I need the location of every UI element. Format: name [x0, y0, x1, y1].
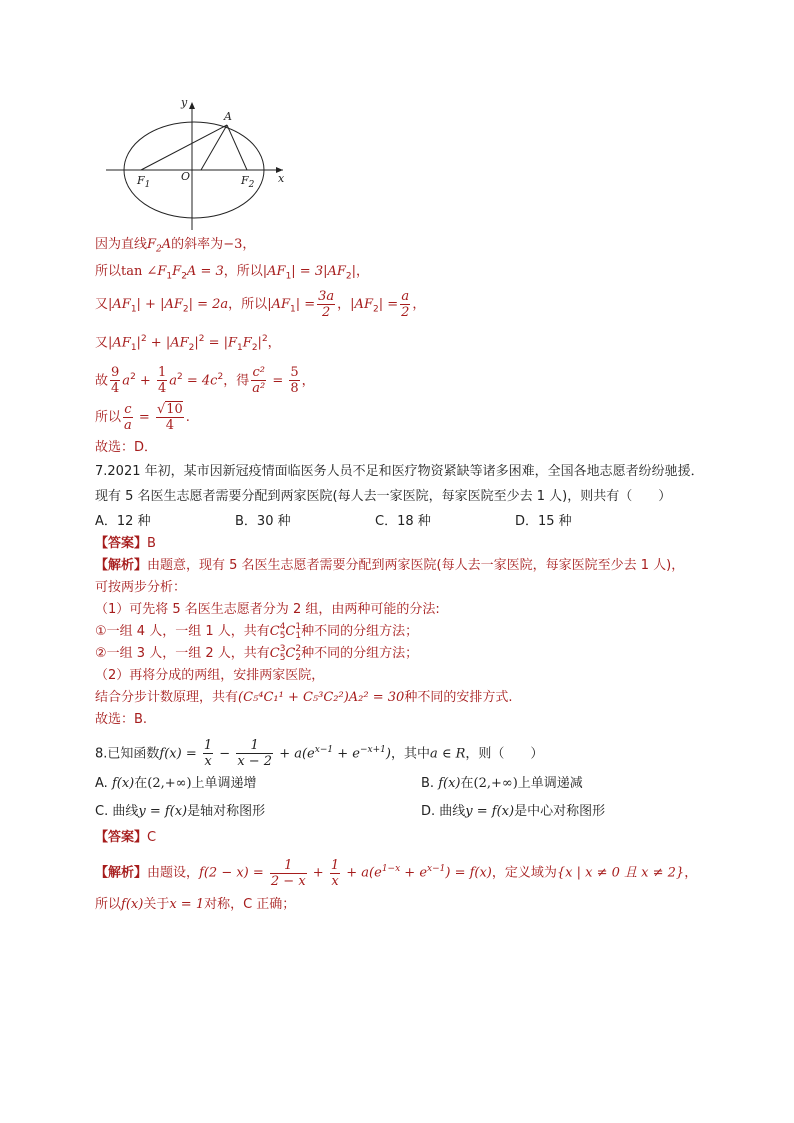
q8-analysis: 【解析】由题设，f(2 − x) = $\frac{1}{2 - x}$ + $\frac{1}{x}$ + $a(e^{1-x} + e^{x-1}) = f(x)$，定义域为{x | x ≠ 0 且 x ≠ 2}， — [95, 857, 698, 889]
q7-step-2: （2）再将分成的两组，安排两家医院， — [95, 668, 325, 684]
page-content — [95, 92, 735, 916]
q8-stem: 8.已知函数f(x) = $\frac{1}{x}$ − $\frac{1}{x - 2}$ + $a(e^{x-1} + e^{-x+1})$，其中a ∈ R，则（ ） — [95, 738, 544, 770]
q6-line-5: 故 $\frac{9}{4}$ $a^2$ + $\frac{1}{4}$ $a^2 = 4c^2$，得 $\frac{\text{c²}}{\text{a²}}$ = $\frac{5}{8}$ ， — [95, 365, 315, 397]
q8-options-row-1 — [95, 773, 735, 795]
q7-case-1: ①一组 4 人，一组 1 人，共有C 4 5 C 1 1 种不同的分组方法； — [95, 621, 419, 641]
q8-option-a: A. f(x)在(2,+∞)上单调递增 — [95, 776, 257, 792]
question-7 — [95, 459, 735, 731]
frac-a-over-2: $\frac{a}{2}$ — [401, 289, 410, 321]
frac-c2-over-a2: $\frac{\text{c²}}{\text{a²}}$ — [252, 365, 266, 397]
q7-choose: 故选：B. — [95, 712, 148, 728]
frac-9-over-4: $\frac{9}{4}$ — [111, 365, 120, 397]
frac-1-over-x-analysis: $\frac{1}{x}$ — [330, 857, 340, 889]
q6-line-4: 又$|AF_1|^2 + |AF_2|^2 = |F_1F_2|^2$， — [95, 333, 281, 353]
q8-option-d: D. 曲线y = f(x)是中心对称图形 — [421, 804, 606, 820]
q7-analysis: 【解析】由题意，现有 5 名医生志愿者需要分配到两家医院(每人去一家医院，每家医院至少去 1 人)， — [95, 558, 685, 574]
q7-answer: 【答案】B — [95, 536, 156, 552]
q7-options — [95, 511, 735, 533]
q6-line-3: 又$|AF_1| + |AF_2| = 2a$，所以$|AF_1|$ = $\frac{3a}{2}$ ，$|AF_2|$ = $\frac{a}{2}$ ， — [95, 289, 426, 321]
frac-sqrt10-over-4: $\frac{√10}{4}$ — [156, 402, 183, 434]
focus-f1-label: $F_1$ — [137, 174, 151, 191]
ellipse-diagram — [101, 92, 301, 234]
origin-label: O — [181, 170, 191, 183]
q6-choose: 故选：D． — [95, 440, 158, 456]
q7-step-1: （1）可先将 5 名医生志愿者分为 2 组，由两种可能的分法: — [95, 602, 440, 618]
q6-solution — [95, 234, 735, 459]
focus-f2-label: $F_2$ — [241, 174, 255, 191]
q8-analysis-conclusion: 所以f(x)关于x = 1对称，C 正确； — [95, 896, 296, 912]
q7-option-b: B．30 种 — [235, 514, 291, 530]
q7-stem: 7.2021 年初，某市因新冠疫情面临医务人员不足和医疗物资紧缺等诸多困难，全国各地志愿者纷纷驰援．现有 5 名医生志愿者需要分配到两家医院(每人去一家医院，每家医院至少去 1 人)，则共有（ ） — [95, 464, 704, 505]
ellipse-figure — [101, 92, 301, 234]
frac-3a-over-2: $\frac{3a}{2}$ — [318, 289, 335, 321]
q7-option-c: C．18 种 — [375, 514, 431, 530]
frac-5-over-8: $\frac{5}{8}$ — [290, 365, 299, 397]
frac-1-over-2-minus-x: $\frac{1}{2 - x}$ — [270, 857, 306, 889]
q7-option-a: A．12 种 — [95, 514, 151, 530]
q6-line-1: 因为直线$F_2A$的斜率为−3， — [95, 237, 256, 255]
frac-c-over-a: $\frac{c}{a}$ — [124, 402, 132, 434]
question-8 — [95, 731, 735, 916]
point-a-label: A — [224, 110, 232, 123]
x-axis-label: x — [278, 172, 285, 185]
q8-option-c: C. 曲线y = f(x)是轴对称图形 — [95, 804, 266, 820]
q7-case-2: ②一组 3 人，一组 2 人，共有C 3 5 C 2 2 种不同的分组方法； — [95, 643, 419, 663]
q7-step-intro: 可按两步分析： — [95, 580, 187, 596]
q6-line-6: 所以 $\frac{c}{a}$ = $\frac{√10}{4}$ . — [95, 402, 190, 434]
q8-option-b: B. f(x)在(2,+∞)上单调递减 — [421, 776, 583, 792]
q7-conclusion: 结合分步计数原理，共有(C₅⁴C₁¹ + C₅³C₂²)A₂² = 30种不同的安排方式. — [95, 690, 513, 706]
q6-line-2: 所以$\tan \angle F_1F_2A = 3$，所以$|AF_1| = 3|AF_2|$， — [95, 263, 370, 282]
q8-options-row-2 — [95, 801, 735, 823]
frac-1-over-4: $\frac{1}{4}$ — [157, 365, 167, 397]
frac-1-over-x-minus-2: $\frac{1}{x - 2}$ — [237, 738, 273, 770]
q8-answer: 【答案】C — [95, 830, 157, 846]
q7-option-d: D．15 种 — [515, 514, 572, 530]
frac-1-over-x: $\frac{1}{x}$ — [203, 738, 213, 770]
y-axis-label: y — [181, 96, 188, 109]
